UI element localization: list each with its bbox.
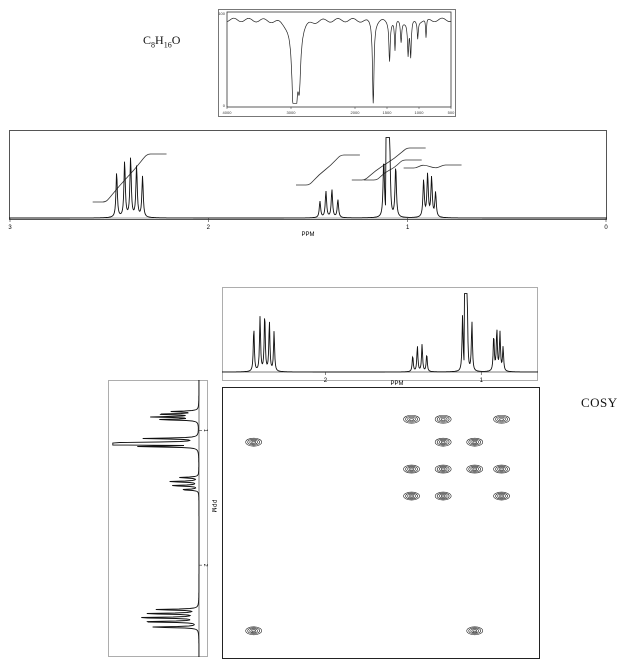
cosy-frame <box>223 388 540 659</box>
ir-x-tick-label: 500 <box>447 110 455 115</box>
cosy-left-axis-label: PPM <box>210 499 216 513</box>
ir-x-tick-label: 2000 <box>350 110 360 115</box>
nmr-plot-frame <box>10 131 607 220</box>
nmr-x-tick-label: 3 <box>8 225 12 231</box>
cosy-top-tick-label: 2 <box>323 378 328 384</box>
formula-h: H <box>155 33 164 47</box>
nmr-x-axis-label: PPM <box>301 232 315 238</box>
ir-y-tick-label: 100 <box>218 11 225 16</box>
ir-x-tick-label: 3000 <box>286 110 296 115</box>
cosy-top-axis-label: PPM <box>390 381 404 387</box>
nmr-x-tick-label: 0 <box>604 225 608 231</box>
h-nmr-spectrum <box>9 130 607 243</box>
ir-x-tick-label: 4000 <box>222 110 232 115</box>
cosy-left-projection <box>108 380 220 660</box>
molecular-formula <box>143 33 180 49</box>
ir-y-tick-label: 0 <box>222 103 225 108</box>
cosy-top-projection <box>222 287 538 387</box>
formula-o: O <box>171 33 181 47</box>
cosy-title: COSY <box>581 395 618 410</box>
formula-c: C <box>143 33 152 47</box>
ir-spectrum <box>218 9 456 117</box>
nmr-x-tick-label: 2 <box>206 225 211 231</box>
cosy-left-tick-label: 2 <box>202 563 208 567</box>
cosy-top-tick-label: 1 <box>479 378 483 384</box>
formula-c-count: 8 <box>151 40 156 50</box>
cosy-contour-map <box>222 387 541 660</box>
ir-x-tick-label: 1000 <box>414 110 424 115</box>
formula-h-count: 16 <box>163 40 172 50</box>
cosy-left-tick-label: 1 <box>202 429 208 432</box>
nmr-x-tick-label: 1 <box>405 225 410 231</box>
ir-x-tick-label: 1500 <box>382 110 392 115</box>
